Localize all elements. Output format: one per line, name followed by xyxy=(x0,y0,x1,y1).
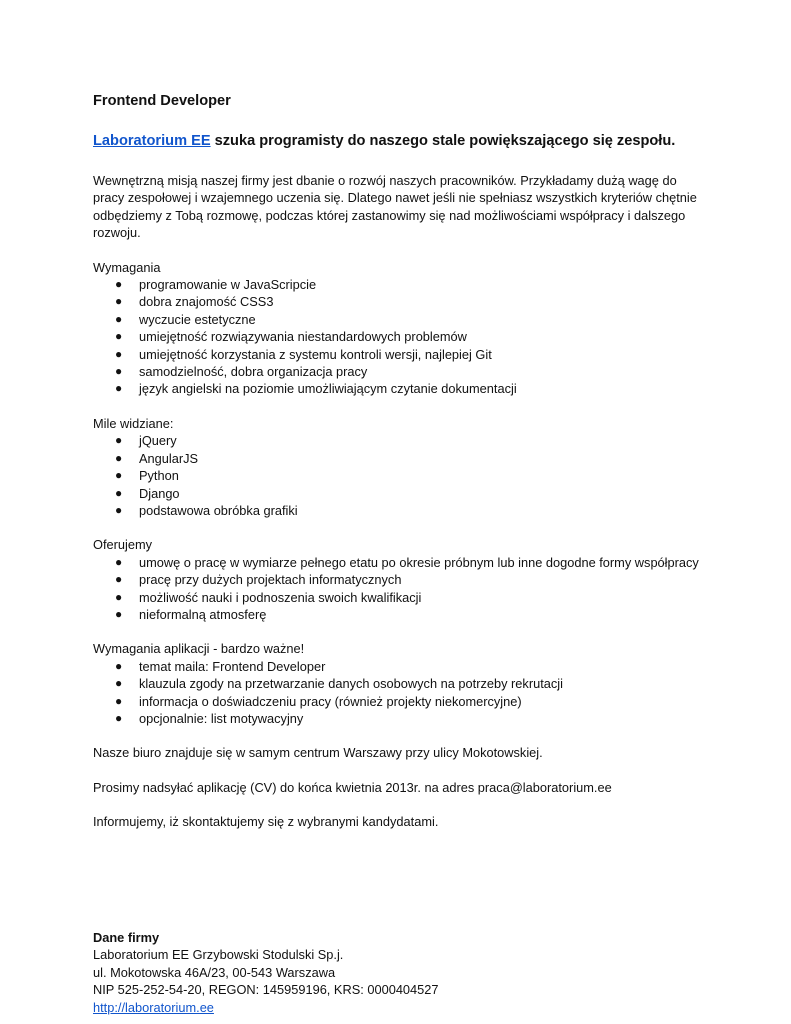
list-item xyxy=(93,293,703,310)
bullet-icon: ● xyxy=(115,294,123,309)
list-item-text: samodzielność, dobra organizacja pracy xyxy=(139,364,368,380)
bullet-icon: ● xyxy=(115,364,123,379)
list-item-text: Django xyxy=(139,485,180,501)
list-item xyxy=(93,467,703,484)
company-name: Laboratorium EE Grzybowski Stodulski Sp.j. xyxy=(93,947,344,963)
company-ids: NIP 525-252-54-20, REGON: 145959196, KRS: 0000404527 xyxy=(93,982,439,998)
list-item-text: umiejętność korzystania z systemu kontroli wersji, najlepiej Git xyxy=(139,346,492,362)
intro-paragraph: Wewnętrzną misją naszej firmy jest dbanie o rozwój naszych pracowników. Przykładamy dużą wagę do pracy zespołowej i wzajemnego uczenia się. Dlatego nawet jeśli nie spełniasz wszystkich kryteriów chętnie odbędziemy z Tobą rozmowę, podczas której zastanowimy się nad możliwościami współpracy i dalszego rozwoju. xyxy=(93,173,697,241)
list-item-text: AngularJS xyxy=(139,450,199,466)
bullet-icon: ● xyxy=(115,554,123,569)
list-item xyxy=(93,328,703,345)
nice-to-have-list xyxy=(93,432,703,519)
list-item-text: nieformalną atmosferę xyxy=(139,606,267,622)
list-item-text: język angielski na poziomie umożliwiającym czytanie dokumentacji xyxy=(139,381,517,397)
list-item xyxy=(93,589,703,606)
bullet-icon: ● xyxy=(115,676,123,691)
company-website-link[interactable]: http://laboratorium.ee xyxy=(93,999,214,1015)
list-item xyxy=(93,276,703,293)
bullet-icon: ● xyxy=(115,572,123,587)
nice-to-have-label: Mile widziane: xyxy=(93,415,174,431)
headline xyxy=(93,131,703,151)
list-item xyxy=(93,606,703,623)
bullet-icon: ● xyxy=(115,606,123,621)
list-item-text: wyczucie estetyczne xyxy=(139,311,256,327)
application-label: Wymagania aplikacji - bardzo ważne! xyxy=(93,641,305,657)
list-item-text: pracę przy dużych projektach informatycznych xyxy=(139,572,402,588)
company-details xyxy=(93,929,439,1016)
bullet-icon: ● xyxy=(115,329,123,344)
bullet-icon: ● xyxy=(115,589,123,604)
contact-note: Informujemy, iż skontaktujemy się z wybranymi kandydatami. xyxy=(93,814,439,830)
company-address: ul. Mokotowska 46A/23, 00-543 Warszawa xyxy=(93,964,336,980)
company-heading: Dane firmy xyxy=(93,930,160,945)
list-item-text: Python xyxy=(139,468,179,484)
application-list xyxy=(93,658,703,728)
list-item xyxy=(93,346,703,363)
bullet-icon: ● xyxy=(115,311,123,326)
list-item xyxy=(93,675,703,692)
bullet-icon: ● xyxy=(115,710,123,725)
bullet-icon: ● xyxy=(115,433,123,448)
list-item-text: opcjonalnie: list motywacyjny xyxy=(139,710,304,726)
office-paragraph: Nasze biuro znajduje się w samym centrum Warszawy przy ulicy Mokotowskiej. xyxy=(93,745,543,761)
list-item xyxy=(93,571,703,588)
list-item-text: jQuery xyxy=(139,433,177,449)
bullet-icon: ● xyxy=(115,468,123,483)
list-item-text: umiejętność rozwiązywania niestandardowych problemów xyxy=(139,329,467,345)
requirements-label: Wymagania xyxy=(93,259,161,275)
page-title: Frontend Developer xyxy=(93,93,231,109)
job-posting xyxy=(93,91,703,831)
bullet-icon: ● xyxy=(115,485,123,500)
list-item-text: klauzula zgody na przetwarzanie danych osobowych na potrzeby rekrutacji xyxy=(139,676,563,692)
list-item-text: podstawowa obróbka grafiki xyxy=(139,502,298,518)
list-item-text: temat maila: Frontend Developer xyxy=(139,658,326,674)
list-item-text: możliwość nauki i podnoszenia swoich kwalifikacji xyxy=(139,589,422,605)
list-item-text: umowę o pracę w wymiarze pełnego etatu po okresie próbnym lub inne dogodne formy współpracy xyxy=(139,554,699,570)
list-item-text: dobra znajomość CSS3 xyxy=(139,294,274,310)
headline-text: szuka programisty do naszego stale powiększającego się zespołu. xyxy=(210,133,676,149)
list-item xyxy=(93,311,703,328)
list-item xyxy=(93,432,703,449)
bullet-icon: ● xyxy=(115,693,123,708)
offer-list xyxy=(93,554,703,624)
list-item xyxy=(93,658,703,675)
list-item xyxy=(93,363,703,380)
list-item xyxy=(93,450,703,467)
list-item-text: informacja o doświadczeniu pracy (również projekty niekomercyjne) xyxy=(139,693,522,709)
list-item xyxy=(93,554,703,571)
list-item-text: programowanie w JavaScripcie xyxy=(139,277,317,293)
list-item xyxy=(93,693,703,710)
bullet-icon: ● xyxy=(115,277,123,292)
apply-instructions: Prosimy nadsyłać aplikację (CV) do końca kwietnia 2013r. na adres praca@laboratorium.ee xyxy=(93,779,612,795)
offer-label: Oferujemy xyxy=(93,537,153,553)
bullet-icon: ● xyxy=(115,381,123,396)
list-item xyxy=(93,710,703,727)
list-item xyxy=(93,502,703,519)
bullet-icon: ● xyxy=(115,450,123,465)
bullet-icon: ● xyxy=(115,658,123,673)
list-item xyxy=(93,380,703,397)
list-item xyxy=(93,485,703,502)
requirements-list xyxy=(93,276,703,398)
bullet-icon: ● xyxy=(115,346,123,361)
company-link[interactable]: Laboratorium EE xyxy=(93,133,211,149)
bullet-icon: ● xyxy=(115,502,123,517)
